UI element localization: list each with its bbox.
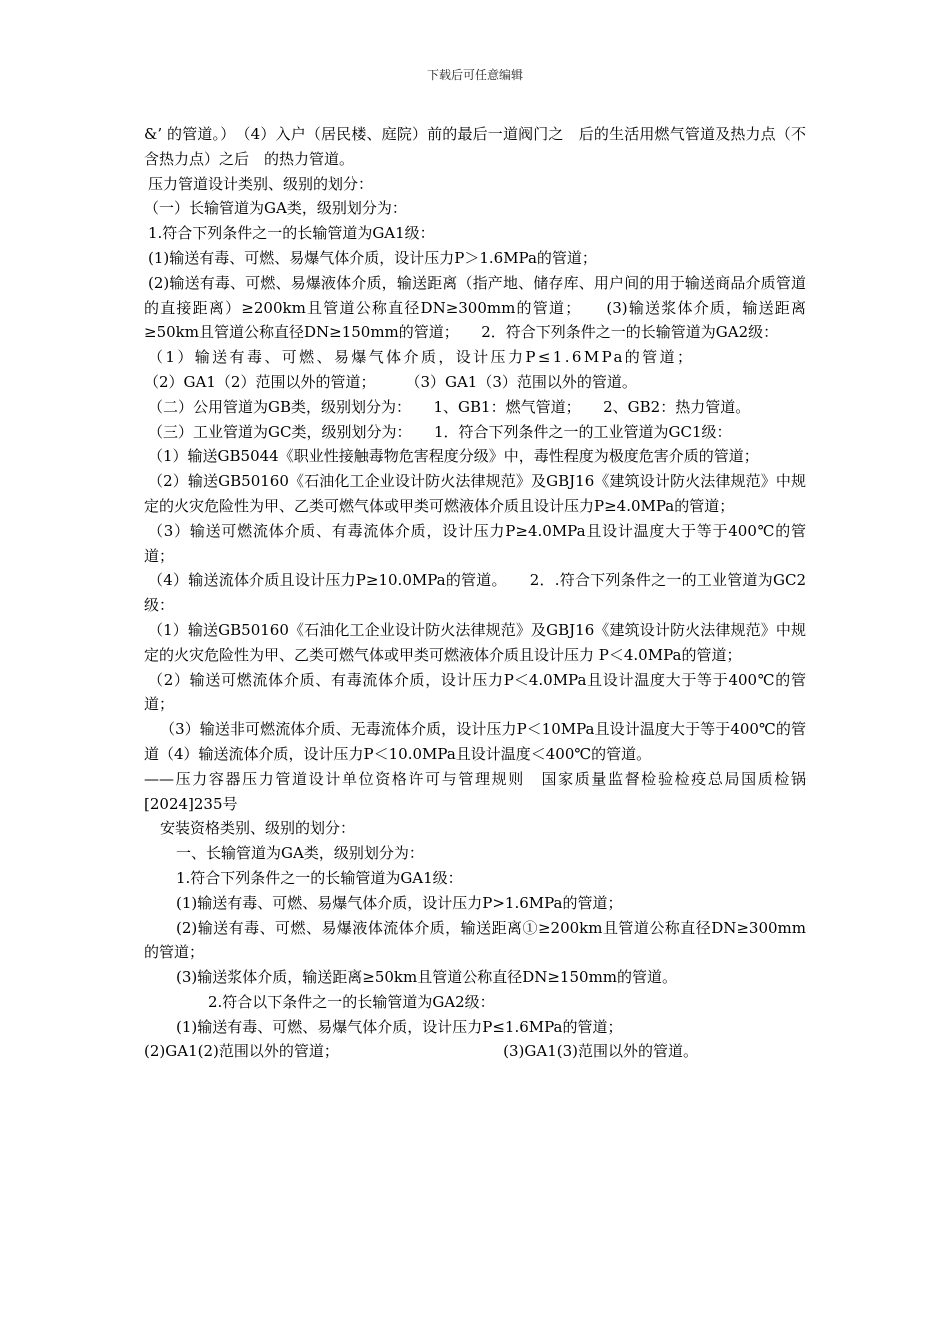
paragraph: （三）工业管道为GC类，级别划分为： 1．符合下列条件之一的工业管道为GC1级： [148,422,732,441]
paragraph-two-column [144,1039,806,1064]
page-header: 下载后可任意编辑 [426,68,523,82]
paragraph: （4）输送流体介质且设计压力P≥10.0MPa的管道。 2．.符合下列条件之一的工业管道为GC2级： [144,571,806,615]
document-body [144,122,806,1064]
paragraph: 2.符合以下条件之一的长输管道为GA2级： [208,992,495,1011]
paragraph: (1)输送有毒、可燃、易爆气体介质，设计压力P≤1.6MPa的管道； [176,1017,623,1036]
section-heading: 安装资格类别、级别的划分： [160,819,356,838]
citation: ——压力容器压力管道设计单位资格许可与管理规则 国家质量监督检验检疫总局国质检锅[2024]235号 [144,769,806,813]
paragraph: 一、长输管道为GA类，级别划分为： [176,844,424,863]
paragraph: &’ 的管道。） （4）入户（居民楼、庭院）前的最后一道阀门之 后的生活用燃气管道及热力点（不含热力点）之后 的热力管道。 [144,125,806,168]
paragraph: (1)输送有毒、可燃、易爆气体介质，设计压力P＞1.6MPa的管道； [148,248,597,267]
paragraph: （3）输送非可燃流体介质、无毒流体介质，设计压力P＜10MPa且设计温度大于等于400℃的管道（4）输送流体介质，设计压力P＜10.0MPa且设计温度＜400℃的管道。 [144,720,806,763]
paragraph: （2）GA1（2）范围以外的管道； （3）GA1（3）范围以外的管道。 [144,372,637,391]
paragraph: （1）输送GB50160《石油化工企业设计防火法律规范》及GBJ16《建筑设计防火法律规范》中规定的火灾危险性为甲、乙类可燃气体或甲类可燃液体介质且设计压力 P＜4.0MPa的管道； [144,620,806,664]
paragraph: 1.符合下列条件之一的长输管道为GA1级： [148,224,435,243]
paragraph-right: (3)GA1(3)范围以外的管道。 [503,1042,698,1061]
paragraph: （一）长输管道为GA类，级别划分为： [144,199,407,218]
paragraph: (2)输送有毒、可燃、易爆液体介质，输送距离（指产地、储存库、用户间的用于输送商品介质管道的直接距离）≥200km且管道公称直径DN≥300mm的管道； (3)输送浆体介质，输送距离≥50km且管道公称直径DN≥150mm的管道； 2．符合下列条件之一的长输管道为GA2级： [144,273,806,342]
paragraph: （1）输送有毒、可燃、易爆气体介质，设计压力P≤1.6MPa的管道； [148,348,695,367]
paragraph-left: (2)GA1(2)范围以外的管道； [144,1042,339,1061]
paragraph: （2）输送可燃流体介质、有毒流体介质，设计压力P＜4.0MPa且设计温度大于等于400℃的管道； [144,670,806,714]
paragraph: （2）输送GB50160《石油化工企业设计防火法律规范》及GBJ16《建筑设计防火法律规范》中规定的火灾危险性为甲、乙类可燃气体或甲类可燃液体介质且设计压力P≥4.0MPa的管道； [144,472,806,515]
paragraph: (3)输送浆体介质，输送距离≥50km且管道公称直径DN≥150mm的管道。 [176,968,678,987]
paragraph: （3）输送可燃流体介质、有毒流体介质，设计压力P≥4.0MPa且设计温度大于等于400℃的管道； [144,521,806,565]
section-heading: 压力管道设计类别、级别的划分： [148,174,374,193]
paragraph: （1）输送GB5044《职业性接触毒物危害程度分级》中，毒性程度为极度危害介质的管道； [148,447,759,466]
paragraph: 1.符合下列条件之一的长输管道为GA1级： [176,868,463,887]
paragraph: (2)输送有毒、可燃、易爆液体流体介质，输送距离①≥200km且管道公称直径DN≥300mm的管道； [144,918,806,962]
paragraph: （二）公用管道为GB类，级别划分为： 1、GB1：燃气管道； 2、GB2：热力管道。 [148,397,751,416]
paragraph: (1)输送有毒、可燃、易爆气体介质，设计压力P>1.6MPa的管道； [176,893,623,912]
